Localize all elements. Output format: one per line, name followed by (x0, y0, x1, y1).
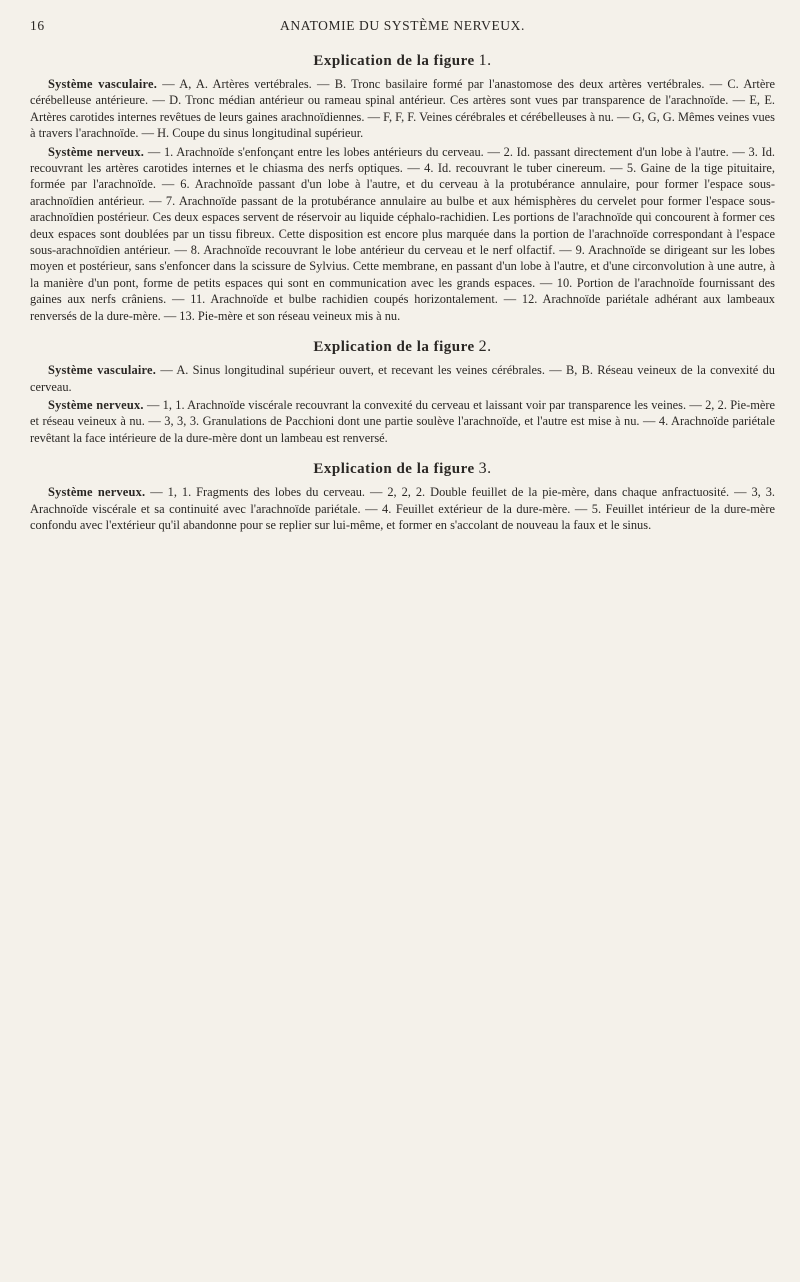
entry-nervous-system (30, 484, 775, 533)
entry-vascular-system (30, 76, 775, 142)
section-heading (30, 460, 775, 478)
page-number: 16 (30, 18, 45, 33)
entry-text: — 1, 1. Arachnoïde viscérale recouvrant la convexité du cerveau et laissant voir par transparence les veines. — 2, 2. Pie-mère et réseau veineux à nu. — 3, 3, 3. Granulations de Pacchioni dont une partie soulève l'arachnoïde, et l'autre est mise à nu. — 4. Arachnoïde pariétale revêtant la face intérieure de la dure-mère dont un lambeau est renversé. (30, 397, 776, 445)
entry-label: Système vasculaire. (48, 77, 157, 91)
running-title: ANATOMIE DU SYSTÈME NERVEUX. (280, 18, 525, 33)
entry-nervous-system (30, 397, 775, 446)
section-heading (30, 52, 775, 70)
running-head (30, 18, 775, 42)
page (30, 18, 775, 535)
heading-text: Explication de la figure (313, 53, 475, 69)
entry-vascular-system (30, 362, 775, 395)
section-heading (30, 338, 775, 356)
entry-text: — 1. Arachnoïde s'enfonçant entre les lobes antérieurs du cerveau. — 2. Id. passant directement d'un lobe à l'autre. — 3. Id. recouvrant les artères carotides internes et le chiasma des nerfs optiques. — 4. Id. recouvrant le tuber cinereum. — 5. Gaine de la tige pituitaire, formée par l'arachnoïde. — 6. Arachnoïde passant d'un lobe à l'autre, et du cerveau à la protubérance annulaire, pour former l'espace sous-arachnoïdien antérieur. — 7. Arachnoïde passant de la protubérance annulaire au bulbe et aux hémisphères du cervelet pour former l'espace sous-arachnoïdien postérieur. Ces deux espaces servent de réservoir au liquide céphalo-rachidien. Les portions de l'arachnoïde qui concourent à former ces deux espaces sont doublées par un tissu fibreux. Cette disposition est encore plus marquée dans la portion de l'arachnoïde correspondant à l'espace sous-arachnoïdien antérieur. — 8. Arachnoïde recouvrant le lobe antérieur du cerveau et le nerf olfactif. — 9. Arachnoïde se dirigeant sur les lobes moyen et postérieur, sans s'enfoncer dans la scissure de Sylvius. Cette membrane, en passant d'un lobe à l'autre, et d'une circonvolution à une autre, à la manière d'un pont, forme de petits espaces qui sont en communication avec les grands espaces. — 10. Portion de l'arachnoïde fournissant des gaines aux nerfs crâniens. — 11. Arachnoïde et bulbe rachidien coupés horizontalement. — 12. Arachnoïde pariétale adhérant aux lambeaux renversés de la dure-mère. — 13. Pie-mère et son réseau veineux mis à nu. (30, 144, 776, 323)
figure-1-explanation (30, 52, 775, 324)
entry-nervous-system (30, 144, 775, 324)
entry-text: — A, A. Artères vertébrales. — B. Tronc basilaire formé par l'anastomose des deux artères vertébrales. — C. Artère cérébelleuse antérieure. — D. Tronc médian antérieur ou rameau spinal antérieur. Ces artères sont vues par transparence de l'arachnoïde. — E, E. Artères carotides internes revêtues de leurs gaines arachnoïdiennes. — F, F, F. Veines cérébrales et cérébelleuses à nu. — G, G, G. Mêmes veines vues à travers l'arachnoïde. — H. Coupe du sinus longitudinal supérieur. (30, 77, 775, 141)
heading-text: Explication de la figure (313, 339, 475, 356)
heading-number: 3. (478, 460, 492, 478)
heading-number: 2. (478, 338, 492, 356)
entry-text: — A. Sinus longitudinal supérieur ouvert, et recevant les veines cérébrales. — B, B. Réseau veineux de la convexité du cerveau. (30, 363, 775, 394)
heading-text: Explication de la figure (313, 461, 475, 478)
figure-3-explanation (30, 460, 775, 533)
entry-label: Système nerveux. (48, 397, 144, 412)
entry-label: Système vasculaire. (48, 363, 157, 378)
entry-label: Système nerveux. (48, 144, 145, 159)
entry-text: — 1, 1. Fragments des lobes du cerveau. — 2, 2, 2. Double feuillet de la pie-mère, dans chaque anfractuosité. — 3, 3. Arachnoïde viscérale et sa continuité avec l'arachnoïde pariétale. — 4. Feuillet extérieur de la dure-mère. — 5. Feuillet intérieur de la dure-mère confondu avec l'extérieur qu'il abandonne pour se replier sur lui-même, et former en s'accolant de nouveau la faux et le sinus. (30, 485, 775, 532)
entry-label: Système nerveux. (48, 485, 146, 500)
heading-number: 1. (478, 52, 492, 69)
figure-2-explanation (30, 338, 775, 446)
